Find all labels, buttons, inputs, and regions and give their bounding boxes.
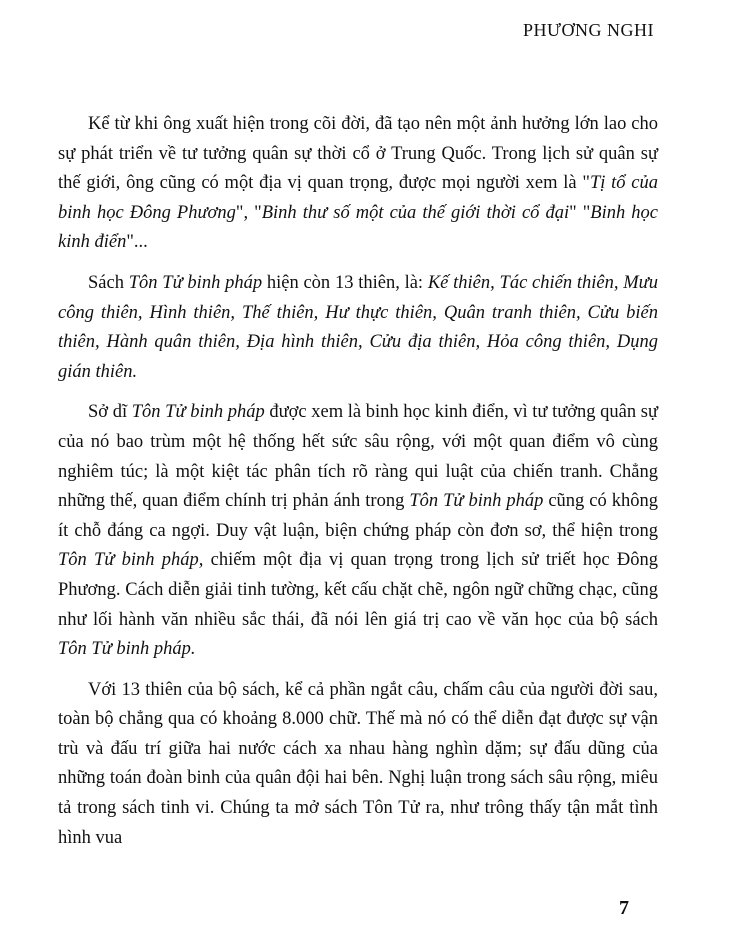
text: chiếm một địa vị quan trọng trong lịch sử triết học Đông Phương. Cách diễn giải tinh tường, kết cấu chặt chẽ, ngôn ngữ chững chạc, cũng như lối hành văn nhiều sắc thái, đã nói lên giá trị cao về văn học của bộ sách xyxy=(58,550,658,630)
italic-text: Binh thư số một của thế giới thời cổ đại xyxy=(261,202,570,223)
page-number: 7 xyxy=(619,897,629,919)
text: hiện còn 13 thiên, là: xyxy=(262,272,428,293)
italic-text: Tôn Tử binh pháp. xyxy=(58,639,196,660)
text: Sở dĩ xyxy=(88,402,132,423)
paragraph-2 xyxy=(58,269,658,387)
paragraph-1 xyxy=(58,110,658,258)
italic-text: Tôn Tử binh pháp xyxy=(409,491,544,512)
italic-text: Tôn Tử binh pháp, xyxy=(58,550,204,571)
paragraph-3 xyxy=(58,398,658,664)
text: " " xyxy=(569,202,591,223)
italic-text: Kế thiên, Tác chiến thiên, Mưu công thiên, Hình thiên, Thế thiên, Hư thực thiên, Quân tranh thiên, Cửu biến thiên, Hành quân thiên, Địa hình thiên, Cửu địa thiên, Hỏa công thiên, Dụng gián thiên. xyxy=(58,272,659,382)
text: được xem là binh học kinh điển, vì tư tưởng quân sự của nó bao trùm một hệ thống hết sức sâu rộng, với một quan điểm vô cùng nghiêm túc; là một kiệt tác phân tích rõ ràng qui luật của chiến tranh. Chẳng những thế, quan điểm chính trị phản ánh trong xyxy=(58,402,658,512)
page-body xyxy=(58,110,658,864)
running-header: PHƯƠNG NGHI xyxy=(523,20,654,40)
italic-text: Tôn Tử binh pháp xyxy=(131,402,265,423)
text: cũng có không ít chỗ đáng ca ngợi. Duy vật luận, biện chứng pháp còn đơn sơ, thể hiện trong xyxy=(58,491,658,541)
italic-text: Tị tổ của binh học Đông Phương xyxy=(58,173,659,223)
text: Kể từ khi ông xuất hiện trong cõi đời, đã tạo nên một ảnh hưởng lớn lao cho sự phát triển về tư tưởng quân sự thời cổ ở Trung Quốc. Trong lịch sử quân sự thế giới, ông cũng có một địa vị quan trọng, được mọi người xem là " xyxy=(58,114,658,194)
text: Với 13 thiên của bộ sách, kể cả phần ngắt câu, chấm câu của người đời sau, toàn bộ chẳng qua có khoảng 8.000 chữ. Thế mà nó có thể diễn đạt được sự vận trù và đấu trí giữa hai nước cách xa nhau hàng nghìn dặm; sự đấu dũng của những toán đoàn binh của quân đội hai bên. Nghị luận trong sách sâu rộng, miêu tả trong sách tinh vi. Chúng ta mở sách Tôn Tử ra, như trông thấy tận mắt tình hình vua xyxy=(58,679,658,848)
italic-text: Binh học kinh điển xyxy=(58,202,659,253)
paragraph-4 xyxy=(58,676,658,854)
italic-text: Tôn Tử binh pháp xyxy=(128,272,263,293)
text: ", " xyxy=(235,202,262,223)
text: Sách xyxy=(88,272,129,293)
text: "... xyxy=(126,232,148,253)
